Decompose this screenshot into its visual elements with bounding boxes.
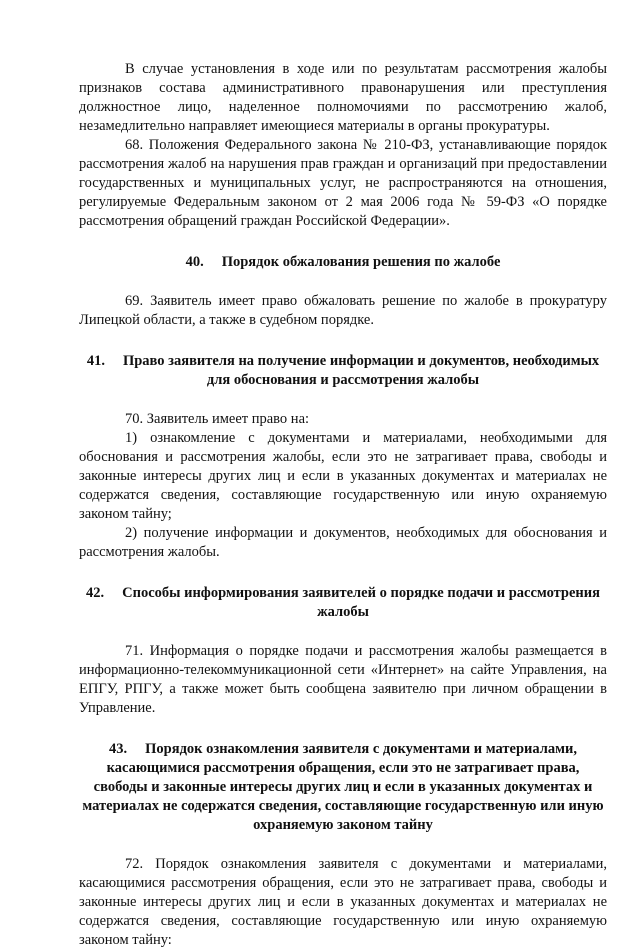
section-number: 41.	[86, 353, 105, 369]
section-title: Право заявителя на получение информации и документов, необходимых для обоснования и рассмотрения жалобы	[122, 353, 600, 388]
paragraph-69: 69. Заявитель имеет право обжаловать решение по жалобе в прокуратуру Липецкой области, а также в судебном порядке.	[79, 293, 607, 328]
paragraph-intro: В случае установления в ходе или по результатам рассмотрения жалобы признаков состава административного правонарушения или преступления должностное лицо, наделенное полномочиями по рассмотрению жалоб, незамедлительно направляет имеющиеся материалы в органы прокуратуры.	[79, 61, 607, 134]
section-number: 40.	[185, 254, 204, 270]
section-number: 42.	[86, 585, 105, 601]
section-heading-40	[79, 253, 607, 272]
document-page	[79, 60, 607, 950]
section-heading-42	[79, 584, 607, 622]
paragraph-71: 71. Информация о порядке подачи и рассмотрения жалобы размещается в информационно-телекоммуникационной сети «Интернет» на сайте Управления, на ЕПГУ, РПГУ, а также может быть сообщена заявителю при личном обращении в Управление.	[79, 643, 607, 716]
paragraph-70: 70. Заявитель имеет право на:	[125, 411, 310, 427]
paragraph-68: 68. Положения Федерального закона № 210-ФЗ, устанавливающие порядок рассмотрения жалоб на нарушения прав граждан и организаций при предоставлении государственных и муниципальных услуг, не распространяются на отношения, регулируемые Федеральным законом от 2 мая 2006 года № 59-ФЗ «О порядке рассмотрения обращений граждан Российской Федерации».	[79, 137, 607, 229]
section-title: Порядок ознакомления заявителя с документами и материалами, касающимися рассмотрения обращения, если это не затрагивает права, свободы и законные интересы других лиц и если в указанных документах и материалах не содержатся сведения, составляющие государственную или иную охраняемую законом тайну	[82, 741, 604, 833]
section-heading-41	[79, 352, 607, 390]
section-number: 43.	[109, 741, 128, 757]
paragraph-70-item-1: 1) ознакомление с документами и материалами, необходимыми для обоснования и рассмотрения жалобы, если это не затрагивает права, свободы и законные интересы других лиц и если в указанных документах и материалах не содержатся сведения, составляющие государственную или иную охраняемую законом тайну;	[79, 430, 607, 522]
paragraph-72: 72. Порядок ознакомления заявителя с документами и материалами, касающимися рассмотрения обращения, если это не затрагивает права, свободы и законные интересы других лиц и если в указанных документах и материалах не содержатся сведения, составляющие государственную или иную охраняемую законом тайну:	[79, 856, 607, 948]
section-title: Способы информирования заявителей о порядке подачи и рассмотрения жалобы	[122, 585, 600, 620]
section-title: Порядок обжалования решения по жалобе	[221, 254, 501, 270]
paragraph-70-item-2: 2) получение информации и документов, необходимых для обоснования и рассмотрения жалобы.	[79, 525, 607, 560]
section-heading-43	[79, 740, 607, 835]
